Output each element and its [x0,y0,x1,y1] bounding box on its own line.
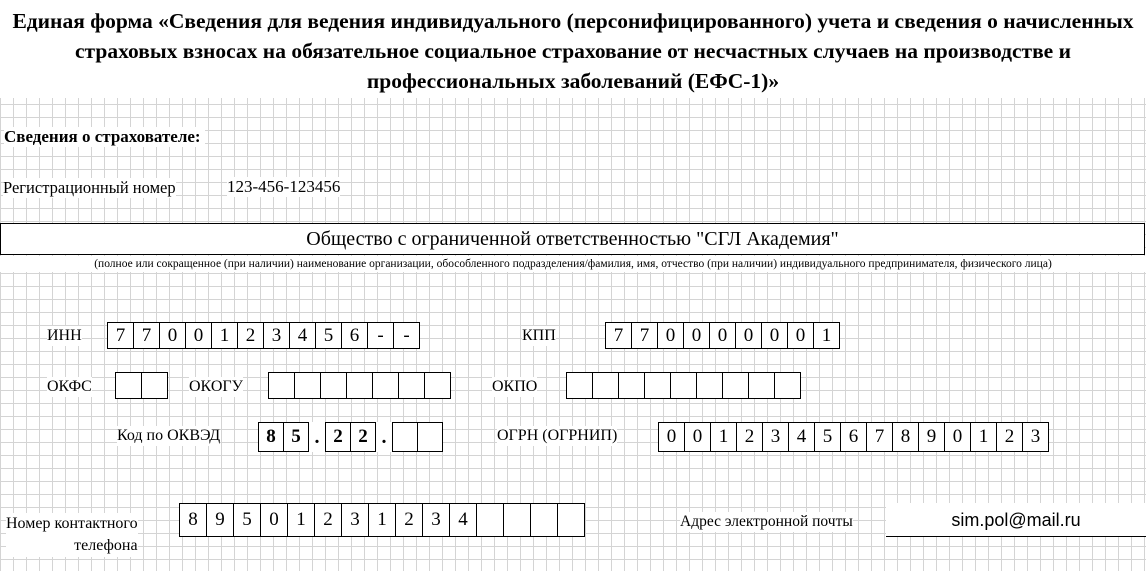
phone-field[interactable] [179,503,585,537]
digit-cell[interactable]: 8 [179,503,207,537]
digit-cell[interactable]: 1 [813,322,840,349]
digit-cell[interactable]: 4 [289,322,316,349]
kpp-label: КПП [522,327,556,344]
digit-cell[interactable] [268,372,295,399]
okogu-label: ОКОГУ [189,378,243,395]
digit-cell[interactable] [557,503,585,537]
digit-cell[interactable]: 7 [866,422,893,452]
digit-cell[interactable]: 1 [970,422,997,452]
okved-field[interactable] [258,422,443,452]
digit-cell[interactable]: 9 [206,503,234,537]
okpo-label: ОКПО [492,378,538,395]
digit-cell[interactable] [346,372,373,399]
digit-cell[interactable]: 3 [422,503,450,537]
digit-cell[interactable]: 7 [133,322,160,349]
digit-cell[interactable]: 2 [237,322,264,349]
digit-cell[interactable]: 1 [287,503,315,537]
digit-cell[interactable] [566,372,593,399]
ogrn-label: ОГРН (ОГРНИП) [497,427,618,444]
digit-cell[interactable] [294,372,321,399]
reg-number-value: 123-456-123456 [227,177,341,196]
digit-cell[interactable]: 3 [1022,422,1049,452]
phone-label-line2: телефона [74,537,138,554]
digit-cell[interactable]: 9 [918,422,945,452]
digit-cell[interactable] [503,503,531,537]
digit-cell[interactable] [696,372,723,399]
digit-cell[interactable]: - [367,322,394,349]
digit-cell[interactable]: 8 [258,422,284,452]
digit-cell[interactable]: 6 [840,422,867,452]
digit-cell[interactable] [644,372,671,399]
email-label: Адрес электронной почты [680,513,853,530]
digit-cell[interactable]: 2 [996,422,1023,452]
digit-cell[interactable]: 6 [341,322,368,349]
okved-separator: . [314,426,320,448]
kpp-field[interactable] [605,322,840,349]
digit-cell[interactable] [722,372,749,399]
digit-cell[interactable]: 8 [892,422,919,452]
digit-cell[interactable] [618,372,645,399]
insurer-section-heading: Сведения о страхователе: [4,127,205,147]
digit-cell[interactable]: 2 [314,503,342,537]
digit-cell[interactable]: 2 [350,422,376,452]
digit-cell[interactable]: 0 [159,322,186,349]
digit-cell[interactable] [748,372,775,399]
digit-cell[interactable]: 5 [283,422,309,452]
digit-cell[interactable]: 0 [761,322,788,349]
digit-cell[interactable]: 0 [185,322,212,349]
digit-cell[interactable]: 2 [395,503,423,537]
inn-label: ИНН [47,327,82,344]
digit-cell[interactable]: 5 [233,503,261,537]
digit-cell[interactable]: 0 [735,322,762,349]
digit-cell[interactable]: 1 [211,322,238,349]
digit-cell[interactable] [398,372,425,399]
phone-label [6,513,138,557]
digit-cell[interactable] [424,372,451,399]
digit-cell[interactable]: 1 [710,422,737,452]
phone-label-line1: Номер контактного [6,515,138,532]
digit-cell[interactable]: 2 [325,422,351,452]
digit-cell[interactable] [372,372,399,399]
digit-cell[interactable]: 0 [657,322,684,349]
okved-separator: . [381,426,387,448]
digit-cell[interactable]: 2 [736,422,763,452]
email-field[interactable]: sim.pol@mail.ru [886,503,1146,537]
digit-cell[interactable] [320,372,347,399]
digit-cell[interactable]: 4 [788,422,815,452]
digit-cell[interactable]: 0 [787,322,814,349]
digit-cell[interactable]: 3 [263,322,290,349]
digit-cell[interactable]: 3 [762,422,789,452]
digit-cell[interactable]: 7 [631,322,658,349]
form-title: Единая форма «Сведения для ведения индивидуального (персонифицированного) учета и сведения о начисленных страховых взносах на обязательное социальное страхование от несчастных случаев на производстве и профессиональных заболеваний (ЕФС-1)» [12,9,1134,93]
digit-cell[interactable]: 7 [605,322,632,349]
digit-cell[interactable]: 7 [107,322,134,349]
digit-cell[interactable]: 0 [684,422,711,452]
org-name-field[interactable]: Общество с ограниченной ответственностью "СГЛ Академия" [0,223,1145,255]
digit-cell[interactable] [592,372,619,399]
okpo-field[interactable] [566,372,801,399]
digit-cell[interactable] [530,503,558,537]
digit-cell[interactable]: - [393,322,420,349]
digit-cell[interactable]: 5 [315,322,342,349]
digit-cell[interactable] [417,422,443,452]
digit-cell[interactable]: 0 [260,503,288,537]
digit-cell[interactable]: 0 [658,422,685,452]
digit-cell[interactable]: 1 [368,503,396,537]
digit-cell[interactable]: 5 [814,422,841,452]
okogu-field[interactable] [268,372,451,399]
digit-cell[interactable] [476,503,504,537]
digit-cell[interactable] [392,422,418,452]
org-name-hint: (полное или сокращенное (при наличии) наименование организации, обособленного подразделения/фамилия, имя, отчество (при наличии) индивидуального предпринимателя, физического лица) [0,256,1146,272]
digit-cell[interactable]: 0 [683,322,710,349]
reg-number-label: Регистрационный номер [3,178,176,197]
digit-cell[interactable] [115,372,142,399]
digit-cell[interactable]: 0 [709,322,736,349]
digit-cell[interactable] [774,372,801,399]
digit-cell[interactable]: 3 [341,503,369,537]
digit-cell[interactable] [141,372,168,399]
okved-label: Код по ОКВЭД [117,427,221,444]
okfs-field[interactable] [115,372,168,399]
digit-cell[interactable] [670,372,697,399]
ogrn-field[interactable] [658,422,1049,452]
digit-cell[interactable]: 4 [449,503,477,537]
inn-field[interactable] [107,322,420,349]
okfs-label: ОКФС [47,378,92,395]
digit-cell[interactable]: 0 [944,422,971,452]
